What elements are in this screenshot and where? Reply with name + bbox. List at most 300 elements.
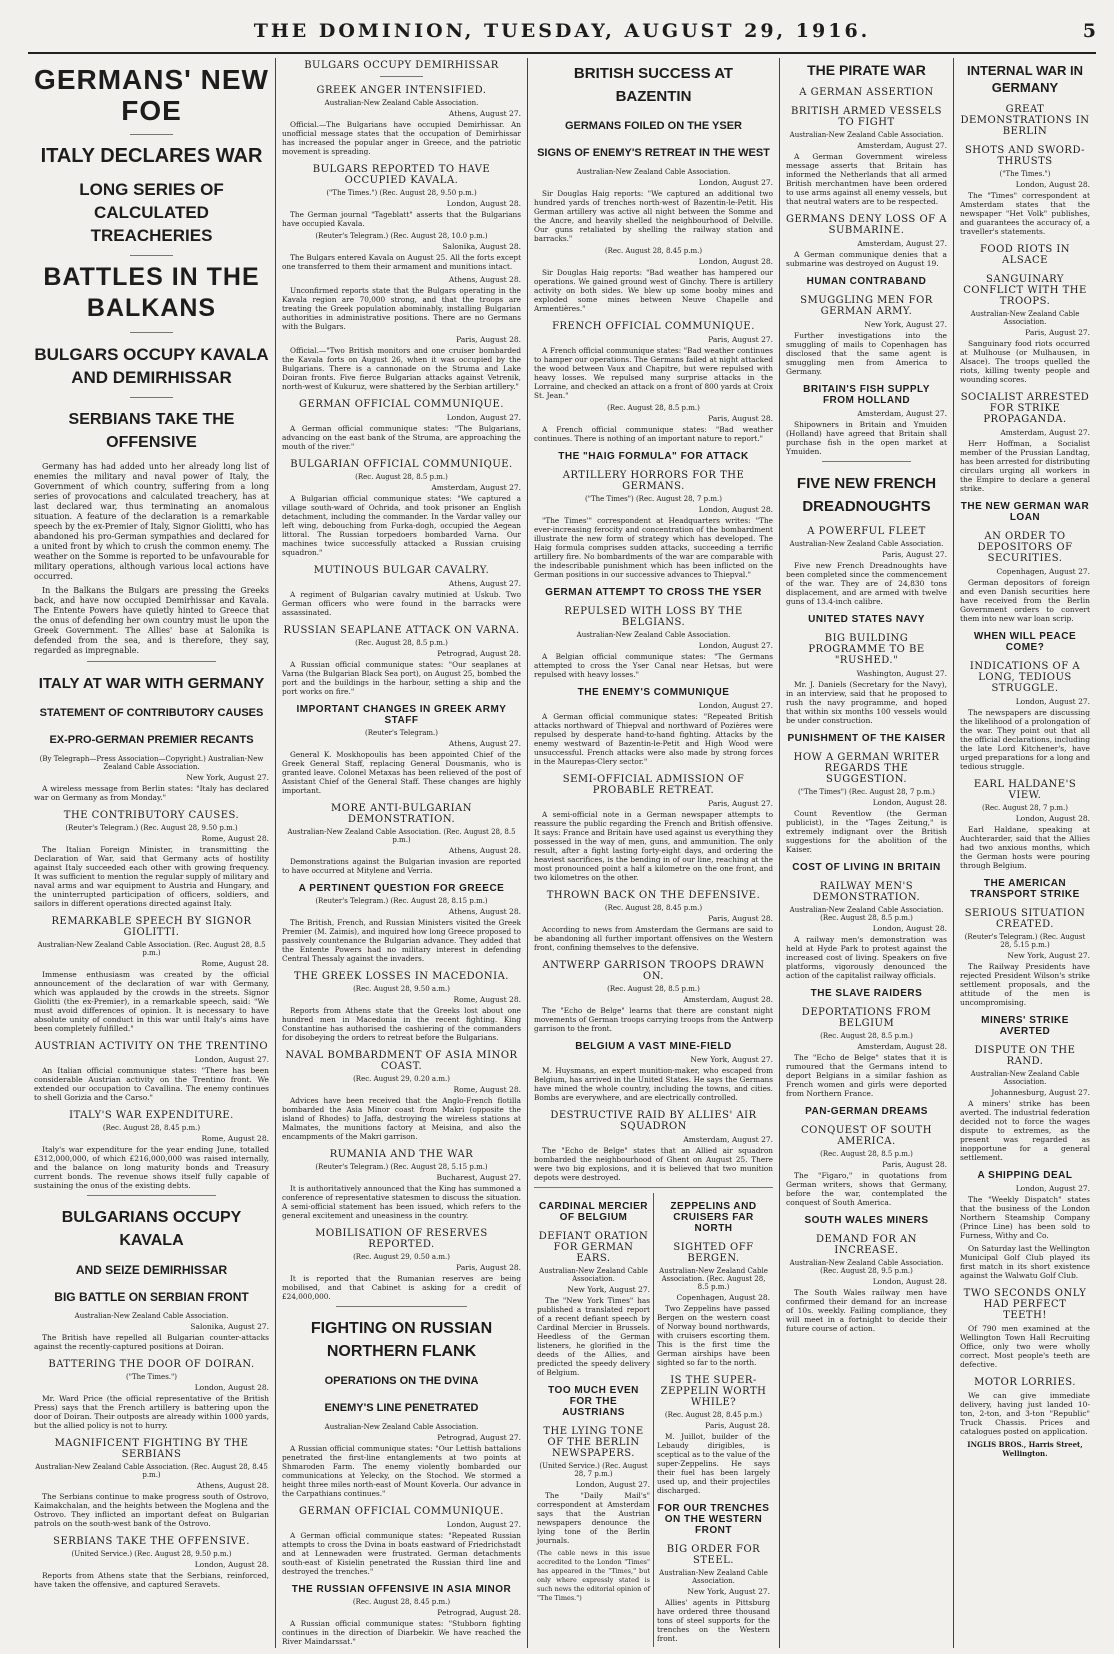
section-heading: BULGARIAN OFFICIAL COMMUNIQUE. xyxy=(290,459,513,470)
article-text: The "Echo de Belge" states that an Allied air squadron bombarded the neighbourhood of Ghent on August 25. There were two big explosions, and it is believed that two munition depots were destroyed. xyxy=(534,1146,773,1182)
dateline: Athens, August 28. xyxy=(448,846,521,855)
dateline: Athens, August 28. xyxy=(196,1481,269,1490)
section-heading: MINERS' STRIKE AVERTED xyxy=(981,1015,1069,1037)
dateline: London, August 27. xyxy=(446,413,521,422)
source-line: (Rec. August 28, 8.45 p.m.) xyxy=(604,247,703,255)
section-heading: ITALY'S WAR EXPENDITURE. xyxy=(69,1110,234,1121)
headline: BULGARS OCCUPY KAVALA AND DEMIRHISSAR xyxy=(34,345,269,387)
dateline: London, August 27. xyxy=(1015,1184,1090,1193)
section-heading: AUSTRIAN ACTIVITY ON THE TRENTINO xyxy=(34,1041,269,1052)
headline: FIVE NEW FRENCH DREADNOUGHTS xyxy=(796,475,937,515)
dateline: London, August 28. xyxy=(194,1560,269,1569)
article-text: The "Echo de Belge" states that it is rumoured that the Germans intend to deport Belgians in a similar fashion as French women and girls were deported from Northern France. xyxy=(786,1053,947,1098)
section-heading: BIG BUILDING PROGRAMME TO BE "RUSHED." xyxy=(808,633,925,666)
source-line: Australian-New Zealand Cable Association. (Rec. August 28, 8.45 p.m.) xyxy=(35,1463,268,1479)
dateline: Bucharest, August 27. xyxy=(436,1173,521,1182)
section-heading: DEPORTATIONS FROM BELGIUM xyxy=(801,1007,932,1029)
section-heading: BULGARS REPORTED TO HAVE OCCUPIED KAVALA. xyxy=(312,164,491,186)
dateline: Amsterdam, August 27. xyxy=(857,141,947,150)
article-text: A semi-official note in a German newspaper attempts to reassure the public regarding the French and British offensive. It says: France and Britain have used against us everything they possessed in the way of men, guns, and ammunition. The only result, after a fight lasting forty-eight days, and ordering the heaviest sacrifices, is the bending in of our line, reaching at the most pronounced point a half a kilometre on the one front, and two kilometres on the other. xyxy=(534,810,773,882)
dateline: London, August 28. xyxy=(872,798,947,807)
section-heading: IS THE SUPER-ZEPPELIN WORTH WHILE? xyxy=(660,1375,767,1408)
section-heading: FOR OUR TRENCHES ON THE WESTERN FRONT xyxy=(657,1503,770,1536)
article-text: The "Figaro," in quotations from German writers, shows that Germany, before the war, contemplated the conquest of South America. xyxy=(786,1171,947,1207)
dateline: Washington, August 27. xyxy=(856,669,947,678)
section-heading: RUSSIAN SEAPLANE ATTACK ON VARNA. xyxy=(283,625,520,636)
headline: GERMANS' NEW FOE xyxy=(34,64,269,126)
source-line: Australian-New Zealand Cable Association. xyxy=(789,540,944,548)
divider xyxy=(822,461,911,462)
source-line: Australian-New Zealand Cable Association. xyxy=(659,1569,768,1585)
subheadline: BIG BATTLE ON SERBIAN FRONT xyxy=(54,1290,249,1304)
article-text: A German official communique states: "Repeated Russian attempts to cross the Dvina in boats eastward of Friedrichstadt and at Lennewaden were frustrated. German detachments south-east of Kisielin penetrated the Russian third line and destroyed the trenches." xyxy=(282,1531,521,1576)
section-heading: ARTILLERY HORRORS FOR THE GERMANS. xyxy=(562,470,745,492)
article-text: Mr. J. Daniels (Secretary for the Navy), in an interview, said that he proposed to rush the navy programme, and hoped that within six months 100 vessels would be under construction. xyxy=(786,680,947,725)
section-heading: BIG ORDER FOR STEEL. xyxy=(666,1544,761,1566)
source-line: Australian-New Zealand Cable Association. (Rec. August 28, 8.5 p.m.) xyxy=(287,828,516,844)
article-text: The German journal "Tageblatt" asserts that the Bulgarians have occupied Kavala. xyxy=(282,210,521,228)
source-line: Australian-New Zealand Cable Association. xyxy=(576,168,731,176)
article-text: A German Government wireless message asserts that Britain has informed the Netherlands that all armed British merchantmen have been ordered to use arms against all enemy vessels, but that neutral waters are to be respected. xyxy=(786,152,947,206)
article-text: The British have repelled all Bulgarian counter-attacks against the recently-captured positions at Doiran. xyxy=(34,1333,269,1351)
article-text: Herr Hoffman, a Socialist member of the Prussian Landtag, has been arrested for distributing circulars urging all workers in the Empire to declare a general strike. xyxy=(960,439,1090,493)
dateline: London, August 27. xyxy=(1015,697,1090,706)
headline: BRITISH SUCCESS AT BAZENTIN xyxy=(573,65,734,105)
section-heading: SANGUINARY CONFLICT WITH THE TROOPS. xyxy=(963,274,1087,307)
source-line: Australian-New Zealand Cable Association. (Rec. August 28, 8.5 p.m.) xyxy=(37,941,266,957)
divider xyxy=(130,397,172,398)
section-heading: GERMAN OFFICIAL COMMUNIQUE. xyxy=(299,1506,504,1517)
source-line: (Rec. August 28, 8.5 p.m.) xyxy=(820,1032,913,1040)
source-line: Australian-New Zealand Cable Association. xyxy=(970,1070,1080,1086)
dateline: Paris, August 28. xyxy=(456,1263,521,1272)
dateline: Paris, August 27. xyxy=(882,550,947,559)
article-text: A Russian official communique states: "Our Lettish battalions penetrated the first-line entanglements at two points at Shmaroden Farm. The enemy violently bombarded our communications at Yelecky, on the Stochod. We stormed a height three miles north-east of Mount Koverla. Our advance in the Carpathians continues." xyxy=(282,1444,521,1498)
article-text: An Italian official communique states: "There has been considerable Austrian activity on the Trentino front. We extended our occupation to Cavallina. The enemy continues to shell Gorizia and the Carso." xyxy=(34,1066,269,1102)
article-text: In the Balkans the Bulgars are pressing the Greeks back, and have now occupied Demirhissar and Kavala. The Entente Powers have quietly hinted to Greece that the onus of defending her own country must lie upon the Greek Government. The Allies' base at Salonika is defended from the sea, and is therefore, they say, regarded as impregnable. xyxy=(34,586,269,655)
article-text: Five new French Dreadnoughts have been completed since the commencement of the war. They are of 24,830 tons displacement, and are armed with twelve guns of 13.4-inch calibre. xyxy=(786,561,947,606)
section-heading: A GERMAN ASSERTION xyxy=(799,87,934,98)
section-heading: MORE ANTI-BULGARIAN DEMONSTRATION. xyxy=(331,803,472,825)
article-text: Reports from Athens state that the Serbians, reinforced, have taken the offensive, and captured Seravets. xyxy=(34,1571,269,1589)
column-3 xyxy=(528,58,780,1648)
article-text: Two Zeppelins have passed Bergen on the western coast of Norway bound northwards, with cruisers escorting them. This is the first time the German airships have been sighted so far to the north. xyxy=(657,1304,770,1367)
dateline: Amsterdam, August 27. xyxy=(683,1135,773,1144)
source-line: (United Service.) (Rec. August 28, 7 p.m.) xyxy=(539,1462,648,1478)
subheadline: EX-PRO-GERMAN PREMIER RECANTS xyxy=(49,734,254,746)
dateline: Rome, August 28. xyxy=(201,834,269,843)
article-text: The South Wales railway men have confirmed their demand for an increase of 10s. weekly. Failing compliance, they will meet in a fortnight to decide their future course of action. xyxy=(786,1288,947,1333)
article-text: According to news from Amsterdam the Germans are said to be abandoning all further important offensives on the Western front, confining themselves to the defensive. xyxy=(534,925,773,952)
section-heading: AN ORDER TO DEPOSITORS OF SECURITIES. xyxy=(977,531,1073,564)
section-heading: DESTRUCTIVE RAID BY ALLIES' AIR SQUADRON xyxy=(550,1110,757,1132)
article-text: Unconfirmed reports state that the Bulgars operating in the Kavala region are 70,000 strong, and that the troops are treating the Greek population abominably, installing Bulgarian authorities in administrative positions. There are no Germans with the Bulgars. xyxy=(282,286,521,331)
divider xyxy=(87,661,216,662)
page-number: 5 xyxy=(1082,20,1096,42)
dateline: Athens, August 28. xyxy=(448,275,521,284)
dateline: Rome, August 28. xyxy=(453,995,521,1004)
dateline: Amsterdam, August 27. xyxy=(857,239,947,248)
article-text: General K. Moskhopoulis has been appointed Chief of the Greek General Staff, replacing General Dousmanis, who is granted leave. Colonel Metaxas has been relieved of the post of Assistant Chief of the General Staff. These changes are highly important. xyxy=(282,750,521,795)
dateline: Amsterdam, August 27. xyxy=(431,483,521,492)
editorial-note: (The cable news in this issue accredited to the London "Times" has appeared in the "Times," but only where expressly stated is such news the editorial opinion of "The Times.") xyxy=(537,1549,650,1602)
article-text: The British, French, and Russian Ministers visited the Greek Premier (M. Zaimis), and inquired how long Greece proposed to passively countenance the Bulgarian advance. They added that the Entente Powers had no military interest in defending Central Thessaly against the invaders. xyxy=(282,918,521,963)
source-line: (Reuter's Telegram.) (Rec. August 28, 10.0 p.m.) xyxy=(315,232,488,240)
section-heading: MOBILISATION OF RESERVES REPORTED. xyxy=(315,1228,488,1250)
article-text: A German official communique states: "Repeated British attacks northward of Thiepval and northward of Pozières were repulsed by desperate hand-to-hand fighting. Attacks by the enemy westward of Bazentin-le-Petit and High Wood were unsuccessful. French attacks were also made by strong forces in the Maurepas-Clery sector." xyxy=(534,712,773,766)
article-text: Of 790 men examined at the Wellington Town Hall Recruiting Office, only two were wholly correct. Most people's teeth are defective. xyxy=(960,1324,1090,1369)
source-line: (United Service.) (Rec. August 28, 9.50 p.m.) xyxy=(71,1550,232,1558)
section-heading: BULGARS OCCUPY DEMIRHISSAR xyxy=(304,60,499,71)
dateline: London, August 28. xyxy=(194,1383,269,1392)
column-4 xyxy=(780,58,954,1648)
dateline: Paris, August 28. xyxy=(708,414,773,423)
source-line: (Rec. August 28, 8.45 p.m.) xyxy=(102,1124,201,1132)
dateline: Rome, August 28. xyxy=(453,1085,521,1094)
headline: BULGARIANS OCCUPY KAVALA xyxy=(61,1209,242,1249)
column-2 xyxy=(276,58,528,1648)
article-text: Immense enthusiasm was created by the official announcement of the declaration of war with Germany, which was applauded by the crowds in the streets. Signor Giolitti (the ex-Premier), in a remarkable speech, said: "We must avoid differences of opinion. It is necessary to have absolute unity of conduct in this war until Italy's aims have been completely fulfilled." xyxy=(34,970,269,1033)
dateline: Amsterdam, August 28. xyxy=(683,995,773,1004)
headline: ITALY AT WAR WITH GERMANY xyxy=(38,675,265,692)
article-text: Mr. Ward Price (the official representative of the British Press) says that the French artillery is battering upon the door of Doiran. Their outposts are already within 1000 yards, but the allied policy is not to hurry. xyxy=(34,1394,269,1430)
section-heading: NAVAL BOMBARDMENT OF ASIA MINOR COAST. xyxy=(285,1050,518,1072)
newspaper-masthead-title: THE DOMINION, TUESDAY, AUGUST 29, 1916. xyxy=(253,20,871,42)
sub-columns xyxy=(534,1193,773,1647)
article-text: Earl Haldane, speaking at Auchterarder, said that the Allies had two anxious months, which the German hosts were pouring through Belgium. xyxy=(960,825,1090,870)
source-line: (Rec. August 28, 8.45 p.m.) xyxy=(352,1598,451,1606)
section-heading: GERMAN ATTEMPT TO CROSS THE YSER xyxy=(545,587,762,598)
section-heading: COST OF LIVING IN BRITAIN xyxy=(792,862,941,873)
section-heading: THE SLAVE RAIDERS xyxy=(810,988,923,999)
section-heading: EARL HALDANE'S VIEW. xyxy=(973,779,1077,801)
article-text: The "Daily Mail's" correspondent at Amsterdam says that the Austrian newspapers denounce the lying tone of the Berlin journals. xyxy=(537,1491,650,1545)
article-text: Germany has had added unto her already long list of enemies the military and naval power of Italy, the Government of which country, suffering from a long series of provocations and calculated treachery, has at last declared war, thus terminating an anomalous situation. A feature of the declaration is a remarkable speech by the ex-Premier of Italy, Signor Giolitti, who has abandoned his pro-German sympathies and declared for a united front by which to crush the common enemy. The weather on the Somme is reported to be unfavourable for military operations, although various local actions have occurred. xyxy=(34,462,269,581)
article-text: Sir Douglas Haig reports: "We captured an additional two hundred yards of trenches north-west of Bazentin-le-Petit. His German artillery was active all night between the Somme and the Ancre, and heavily shelled the neighbourhood of Delville. Our guns retaliated by shelling the railway station and barracks." xyxy=(534,189,773,243)
article-text: The "Weekly Dispatch" states that the business of the London Northern Steamship Company (Prince Line) has been sold to Furness, Withy and Co. xyxy=(960,1195,1090,1240)
article-text: The "Times" correspondent at Amsterdam states that the newspaper "Het Volk" publishes, and guarantees the accuracy of, a traveller's statements. xyxy=(960,191,1090,236)
source-line: (Rec. August 28, 8.45 p.m.) xyxy=(604,904,703,912)
source-line: (Reuter's Telegram.) (Rec. August 28, 5.15 p.m.) xyxy=(315,1163,488,1171)
section-heading: UNITED STATES NAVY xyxy=(808,614,925,625)
subheadline: OPERATIONS ON THE DVINA xyxy=(324,1375,479,1387)
source-line: (Rec. August 29, 0.20 a.m.) xyxy=(353,1075,450,1083)
divider xyxy=(534,1187,773,1188)
section-heading: GERMANS DENY LOSS OF A SUBMARINE. xyxy=(786,214,947,236)
subheadline: ENEMY'S LINE PENETRATED xyxy=(324,1402,479,1414)
section-heading: GREEK ANGER INTENSIFIED. xyxy=(316,85,487,96)
dateline: Amsterdam, August 28. xyxy=(857,1042,947,1051)
article-text: Count Reventlow (the German publicist), in the "Tages Zeitung," is extremely indignant over the British suggestions for the abolition of the Kaiser. xyxy=(786,809,947,854)
section-heading: THE CONTRIBUTORY CAUSES. xyxy=(63,810,240,821)
dateline: London, August 27. xyxy=(698,641,773,650)
article-text: M. Huysmans, an expert munition-maker, who escaped from Belgium, has arrived in the United States. He says the Germans have mined the whole country, including the towns, and cities. Bombs are everywhere, and are electrically controlled. xyxy=(534,1066,773,1102)
article-text: Shipowners in Britain and Ymuiden (Holland) have agreed that Britain shall purchase fish in the open market at Ymuiden. xyxy=(786,420,947,456)
section-heading: THE "HAIG FORMULA" FOR ATTACK xyxy=(558,451,749,462)
headline: LONG SERIES OF CALCULATED TREACHERIES xyxy=(79,180,224,245)
dateline: New York, August 27. xyxy=(690,1055,773,1064)
section-heading: DEFIANT ORATION FOR GERMAN EARS. xyxy=(538,1231,649,1264)
source-line: (Rec. August 29, 0.50 a.m.) xyxy=(353,1253,450,1261)
dateline: Rome, August 28. xyxy=(201,959,269,968)
article-text: The Bulgars entered Kavala on August 25. All the forts except one transferred to them their armament and munitions intact. xyxy=(282,253,521,271)
subheadline: STATEMENT OF CONTRIBUTORY CAUSES xyxy=(39,707,264,719)
dateline: Paris, August 28. xyxy=(456,335,521,344)
section-heading: THE ENEMY'S COMMUNIQUE xyxy=(577,687,730,698)
dateline: Rome, August 28. xyxy=(201,1134,269,1143)
section-heading: DEMAND FOR AN INCREASE. xyxy=(815,1234,918,1256)
section-heading: WHEN WILL PEACE COME? xyxy=(973,631,1077,653)
section-heading: A SHIPPING DEAL xyxy=(977,1170,1073,1181)
article-text: Advices have been received that the Anglo-French flotilla bombarded the Asia Minor coast from Makri (opposite the island of Rhodes) to Jaffa, destroying the wireless stations at Malmates, the munitions factory at Meisina, and also the encampments of the Makri garrison. xyxy=(282,1096,521,1141)
dateline: Athens, August 27. xyxy=(448,109,521,118)
subheadline: SIGNS OF ENEMY'S RETREAT IN THE WEST xyxy=(537,147,770,159)
headline: SERBIANS TAKE THE OFFENSIVE xyxy=(68,411,235,451)
divider xyxy=(130,255,172,256)
dateline: London, August 28. xyxy=(698,257,773,266)
section-heading: RUMANIA AND THE WAR xyxy=(329,1149,474,1160)
section-heading: MAGNIFICENT FIGHTING BY THE SERBIANS xyxy=(54,1438,249,1460)
article-text: A regiment of Bulgarian cavalry mutinied at Uskub. Two German officers who were found in the barracks were assassinated. xyxy=(282,590,521,617)
article-text: A French official communique states: "Bad weather continues to hamper our operations. The Germans failed at night attacked the wood between Vaux and Chapitre, but were repulsed with heavy losses. We repulsed many surprise attacks in the Lorraine, and checked an attack on a front of 800 yards at Croix St. Jean." xyxy=(534,346,773,400)
source-line: Australian-New Zealand Cable Association. xyxy=(324,1423,479,1431)
dateline: London, August 28. xyxy=(1015,814,1090,823)
source-line: (Rec. August 28, 9.50 a.m.) xyxy=(353,985,450,993)
section-heading: GERMAN OFFICIAL COMMUNIQUE. xyxy=(299,399,504,410)
sub-column-right xyxy=(654,1193,773,1647)
source-line: (Rec. August 28, 7 p.m.) xyxy=(981,804,1069,812)
article-text: Sanguinary food riots occurred at Mulhouse (or Mulhausen, in Alsace). The troops quelled the riots, killing twenty people and wounding scores. xyxy=(960,339,1090,384)
dateline: Paris, August 28. xyxy=(882,1160,947,1169)
headline: INTERNAL WAR IN GERMANY xyxy=(966,63,1084,95)
section-heading: ZEPPELINS AND CRUISERS FAR NORTH xyxy=(670,1201,757,1234)
article-text: A Russian official communique states: "Stubborn fighting continues in the direction of Diarbekir. We have reached the River Maindarssat." xyxy=(282,1619,521,1646)
dateline: Copenhagen, August 28. xyxy=(676,1293,770,1302)
section-heading: RAILWAY MEN'S DEMONSTRATION. xyxy=(812,881,921,903)
source-line: (Reuter's Telegram.) (Rec. August 28, 5.15 p.m.) xyxy=(964,933,1086,949)
dateline: Paris, August 28. xyxy=(708,914,773,923)
divider xyxy=(130,332,172,333)
dateline: New York, August 27. xyxy=(864,320,947,329)
dateline: Petrograd, August 28. xyxy=(437,649,521,658)
article-text: "The Times'" correspondent at Headquarters writes: "The ever-increasing ferocity and concentration of the bombardment illustrate the new form of strategy which has developed. The Haig formula comprises sudden attacks, succeeding a terrific artillery fire. No bombardments of the war are comparable with the indescribable punishment which has been inflicted on the German positions in our successive advances to Thiepval." xyxy=(534,516,773,579)
section-heading: PAN-GERMAN DREAMS xyxy=(805,1106,928,1117)
dateline: Petrograd, August 28. xyxy=(437,1608,521,1617)
section-heading: A POWERFUL FLEET xyxy=(807,526,926,537)
column-1 xyxy=(28,58,276,1648)
dateline: Salonika, August 28. xyxy=(442,242,521,251)
section-heading: PUNISHMENT OF THE KAISER xyxy=(787,733,946,744)
section-heading: SHOTS AND SWORD-THRUSTS xyxy=(964,145,1086,167)
section-heading: HOW A GERMAN WRITER REGARDS THE SUGGESTION. xyxy=(793,752,940,785)
source-line: (Reuter's Telegram.) xyxy=(365,729,438,737)
advertisement-text: We can give immediate delivery, having just landed 10-ton, 2-ton, and 3-ton "Republic" Truck Chassis. Prices and catalogues posted on application. xyxy=(960,1391,1090,1436)
section-heading: CONQUEST OF SOUTH AMERICA. xyxy=(801,1125,932,1147)
dateline: London, August 28. xyxy=(872,924,947,933)
section-heading: SERIOUS SITUATION CREATED. xyxy=(964,908,1086,930)
section-heading: IMPORTANT CHANGES IN GREEK ARMY STAFF xyxy=(296,704,507,726)
section-heading: SEMI-OFFICIAL ADMISSION OF PROBABLE RETREAT. xyxy=(562,774,745,796)
advertiser-name: INGLIS BROS., Harris Street, Wellington. xyxy=(967,1440,1083,1458)
article-text: A German official communique states: "The Bulgarians, advancing on the east bank of the Struma, are approaching the mouth of the river." xyxy=(282,424,521,451)
source-line: Australian-New Zealand Cable Association. (Rec. August 28, 8.5 p.m.) xyxy=(659,1267,768,1291)
article-text: It is authoritatively announced that the King has summoned a conference of representative statesmen to discuss the situation. A semi-official statement has been issued, which refers to the general excitement and uneasiness in the country. xyxy=(282,1184,521,1220)
article-text: The newspapers are discussing the likelihood of a prolongation of the war. They point out that all the official declarations, including the late Lord Kitchener's, have urged preparations for a long and tedious struggle. xyxy=(960,708,1090,771)
article-text: The Railway Presidents have rejected President Wilson's strike settlement proposals, and the attitude of the men is uncompromising. xyxy=(960,962,1090,1007)
section-heading: THE GREEK LOSSES IN MACEDONIA. xyxy=(294,971,509,982)
section-heading: REPULSED WITH LOSS BY THE BELGIANS. xyxy=(564,606,743,628)
dateline: Salonika, August 27. xyxy=(190,1322,269,1331)
article-text: The Italian Foreign Minister, in transmitting the Declaration of War, said that Germany acts of hostility against Italy succeeded each other with growing frequency. It was sufficient to mention the regular supply of military and naval arms and war equipment to Austria and Hungary, and the uninterrupted participation of officers, soldiers, and sailors in different operations directed against Italy. xyxy=(34,845,269,908)
section-heading: DISPUTE ON THE RAND. xyxy=(974,1045,1076,1067)
source-line: Australian-New Zealand Cable Association. (Rec. August 28, 9.5 p.m.) xyxy=(789,1259,944,1275)
section-heading: MUTINOUS BULGAR CAVALRY. xyxy=(313,565,490,576)
dateline: London, August 28. xyxy=(872,1277,947,1286)
source-line: Australian-New Zealand Cable Association. xyxy=(539,1267,648,1283)
source-line: (Rec. August 28, 8.5 p.m.) xyxy=(607,985,700,993)
source-line: (Reuter's Telegram.) (Rec. August 28, 9.50 p.m.) xyxy=(65,824,238,832)
dateline: New York, August 27. xyxy=(1007,951,1090,960)
section-heading: THE RUSSIAN OFFENSIVE IN ASIA MINOR xyxy=(291,1584,512,1595)
section-heading: THROWN BACK ON THE DEFENSIVE. xyxy=(546,890,761,901)
source-line: Australian-New Zealand Cable Association. xyxy=(789,131,944,139)
dateline: Copenhagen, August 27. xyxy=(996,567,1090,576)
article-text: A Bulgarian official communique states: "We captured a village south-ward of Ochrida, and took prisoner an English detachment, including the commander. In the Vardar valley our left wing, debouching from Furka-dogh, occupied the Aegean littoral. The Russian torpedoers bombarded Varna. Our machines twice successfully attacked a Russian cruising squadron." xyxy=(282,494,521,557)
dateline: Athens, August 27. xyxy=(448,579,521,588)
section-heading: CARDINAL MERCIER OF BELGIUM xyxy=(539,1201,648,1223)
source-line: (By Telegraph—Press Association—Copyright.) Australian-New Zealand Cable Association. xyxy=(39,755,264,771)
article-text: A Russian official communique states: "Our seaplanes at Varna (the Bulgarian Black Sea port), on August 25, bombed the port and the buildings in the harbour, setting a ship and the port works on fire." xyxy=(282,660,521,696)
sub-column-left xyxy=(534,1193,654,1647)
dateline: Paris, August 27. xyxy=(708,335,773,344)
section-heading: TOO MUCH EVEN FOR THE AUSTRIANS xyxy=(548,1385,639,1418)
dateline: London, August 27. xyxy=(446,1520,521,1529)
article-text: The "Echo de Belge" learns that there are constant night movements of German troops carrying troops from the Antwerp garrison to the front. xyxy=(534,1006,773,1033)
article-text: Sir Douglas Haig reports: "Bad weather has hampered our operations. We gained ground west of Ginchy. There is artillery activity on both sides. We blew up some booby mines and exploded some mines between Neuve Chapelle and Armentières." xyxy=(534,268,773,313)
source-line: (Rec. August 28, 8.45 p.m.) xyxy=(664,1411,763,1419)
source-line: (Rec. August 28, 8.5 p.m.) xyxy=(355,639,448,647)
article-text: Italy's war expenditure for the year ending June, totalled £312,000,000, of which £216,000,000 was raised internally, and the balance on long maturity bonds and Treasury current bonds. The revenue shows itself fully capable of sustaining the onus of the existing debts. xyxy=(34,1145,269,1190)
article-text: Further investigations into the smuggling of mails to Copenhagen has disclosed that the same agent is smuggling men from America to Germany. xyxy=(786,331,947,376)
section-heading: SOCIALIST ARRESTED FOR STRIKE PROPAGANDA. xyxy=(960,392,1090,425)
section-heading: FOOD RIOTS IN ALSACE xyxy=(979,244,1071,266)
section-heading: A PERTINENT QUESTION FOR GREECE xyxy=(298,883,505,894)
dateline: Paris, August 28. xyxy=(705,1421,770,1430)
section-heading: THE LYING TONE OF THE BERLIN NEWSPAPERS. xyxy=(543,1426,644,1459)
section-heading: BRITAIN'S FISH SUPPLY FROM HOLLAND xyxy=(803,384,930,406)
article-text: It is reported that the Rumanian reserves are being mobilised, and that Cabinet is asking for a credit of £24,000,000. xyxy=(282,1274,521,1301)
dateline: Petrograd, August 27. xyxy=(437,1433,521,1442)
article-text: Official.—The Bulgarians have occupied Demirhissar. An unofficial message states that the occupation of Demirhissar has increased the popular anger in Greece, and the patriotic movement is spreading. xyxy=(282,120,521,156)
dateline: London, August 27. xyxy=(194,1055,269,1064)
dateline: Amsterdam, August 27. xyxy=(1000,428,1090,437)
article-text: A Belgian official communique states: "The Germans attempted to cross the Yser Canal near Hetsas, but were repulsed with heavy losses." xyxy=(534,652,773,679)
subheadline: GERMANS FOILED ON THE YSER xyxy=(564,120,743,132)
divider xyxy=(130,134,172,135)
article-text: M. Juillot, builder of the Lebaudy dirigibles, is sceptical as to the value of the super-Zeppelins. He says their fuel has been largely used up, and their projectiles discharged. xyxy=(657,1432,771,1495)
source-line: (Rec. August 28, 8.5 p.m.) xyxy=(355,473,448,481)
section-heading: BRITISH ARMED VESSELS TO FIGHT xyxy=(790,106,943,128)
source-line: Australian-New Zealand Cable Association. (Rec. August 28, 8.5 p.m.) xyxy=(789,906,944,922)
article-text: Allies' agents in Pittsburg have ordered three thousand tons of steel supports for the trenches on the Western front. xyxy=(657,1598,770,1643)
article-text: Demonstrations against the Bulgarian invasion are reported to have occurred at Mitylene and Verria. xyxy=(282,857,521,875)
dateline: New York, August 27. xyxy=(567,1285,650,1294)
dateline: London, August 27. xyxy=(698,178,773,187)
article-text: Official.—"Two British monitors and one cruiser bombarded the Kavala forts on August 26, when it was occupied by the Bulgarians. There is a cannonade on the Struma and Lake Doiran fronts. Five fierce Bulgarian attacks against Vetrenik, north-west of Kukuruz, were shattered by the Serbian artillery." xyxy=(282,346,521,391)
article-text: The Serbians continue to make progress south of Ostrovo, Kaimakchalan, and the heights between the Moglena and the Ostrovo. They inflicted an important defeat on Bulgarian patrols on the south-west bank of the Ostrovo. xyxy=(34,1492,269,1528)
headline: THE PIRATE WAR xyxy=(807,62,926,78)
section-heading: THE NEW GERMAN WAR LOAN xyxy=(960,501,1090,523)
source-line: Australian-New Zealand Cable Association. xyxy=(74,1312,229,1320)
dateline: Athens, August 27. xyxy=(448,739,521,748)
dateline: London, August 28. xyxy=(698,505,773,514)
source-line: Australian-New Zealand Cable Association. xyxy=(576,631,731,639)
section-heading: REMARKABLE SPEECH BY SIGNOR GIOLITTI. xyxy=(51,916,252,938)
dateline: Amsterdam, August 27. xyxy=(857,409,947,418)
article-text: Reports from Athens state that the Greeks lost about one hundred men in Macedonia in the recent fighting. King Constantine has authorised the cashiering of the commanders for disobeying the orders to retreat before the Bulgarians. xyxy=(282,1006,521,1042)
article-text: A wireless message from Berlin states: "Italy has declared war on Germany as from Monday." xyxy=(34,784,269,802)
source-line: (Rec. August 28, 8.5 p.m.) xyxy=(607,404,700,412)
dateline: London, August 27. xyxy=(698,701,773,710)
source-line: ("The Times") (Rec. August 28, 7 p.m.) xyxy=(798,788,935,796)
dateline: London, August 27. xyxy=(575,1480,650,1489)
section-heading: MOTOR LORRIES. xyxy=(974,1377,1076,1388)
source-line: ("The Times.") xyxy=(999,170,1051,178)
section-heading: SMUGGLING MEN FOR GERMAN ARMY. xyxy=(800,295,933,317)
section-heading: THE AMERICAN TRANSPORT STRIKE xyxy=(970,878,1080,900)
dateline: London, August 28. xyxy=(446,199,521,208)
dateline: New York, August 27. xyxy=(186,773,269,782)
section-heading: ANTWERP GARRISON TROOPS DRAWN ON. xyxy=(542,960,765,982)
source-line: ("The Times.") (Rec. August 28, 9.50 p.m.) xyxy=(326,189,477,197)
dateline: London, August 28. xyxy=(1015,180,1090,189)
article-text: A miners' strike has been averted. The industrial federation decided not to force the wages dispute to extremes, as the present was regarded as inopportune for a general settlement. xyxy=(960,1099,1090,1162)
section-heading: SERBIANS TAKE THE OFFENSIVE. xyxy=(53,1536,250,1547)
source-line: Australian-New Zealand Cable Association. xyxy=(970,310,1080,326)
article-text: German depositors of foreign and even Danish securities here have received from the Berlin Government orders to convert them into new war loan scrip. xyxy=(960,578,1090,623)
dateline: Paris, August 27. xyxy=(1025,328,1090,337)
section-heading: BELGIUM A VAST MINE-FIELD xyxy=(575,1041,732,1052)
divider xyxy=(380,76,423,77)
headline: FIGHTING ON RUSSIAN NORTHERN FLANK xyxy=(310,1320,493,1360)
dateline: Johannesburg, August 27. xyxy=(991,1088,1090,1097)
section-heading: SOUTH WALES MINERS xyxy=(804,1215,929,1226)
divider xyxy=(87,1195,216,1196)
article-text: The "New York Times" has published a translated report of a recent defiant speech by Cardinal Mercier in Brussels. Heedless of the German listeners, he glorified in the deeds of the Allies, and predicted the speedy delivery of Belgium. xyxy=(537,1296,650,1377)
section-heading: FRENCH OFFICIAL COMMUNIQUE. xyxy=(552,321,755,332)
headline: ITALY DECLARES WAR xyxy=(40,145,263,167)
article-text: On Saturday last the Wellington Municipal Golf Club played its first match in its short existence against the Walwatu Golf Club. xyxy=(960,1244,1090,1280)
article-text: A German communique denies that a submarine was destroyed on August 19. xyxy=(786,250,947,268)
divider xyxy=(336,1306,467,1307)
masthead xyxy=(28,18,1096,54)
section-heading: INDICATIONS OF A LONG, TEDIOUS STRUGGLE. xyxy=(969,661,1081,694)
source-line: (Reuter's Telegram.) (Rec. August 28, 8.15 p.m.) xyxy=(315,897,488,905)
dateline: Athens, August 28. xyxy=(448,907,521,916)
section-heading: HUMAN CONTRABAND xyxy=(806,276,927,287)
section-heading: BATTERING THE DOOR OF DOIRAN. xyxy=(48,1359,255,1370)
section-heading: GREAT DEMONSTRATIONS IN BERLIN xyxy=(960,104,1090,137)
dateline: New York, August 27. xyxy=(687,1587,770,1596)
article-text: A railway men's demonstration was held at Hyde Park to protest against the increased cost of living. Speakers on five platforms, vigorously denounced the action of the capitalist railway officials. xyxy=(786,935,947,980)
headline: BATTLES IN THE BALKANS xyxy=(43,263,260,322)
article-text: A French official communique states: "Bad weather continues. There is nothing of an important nature to report." xyxy=(534,425,773,443)
dateline: Paris, August 27. xyxy=(708,799,773,808)
source-line: ("The Times.") xyxy=(126,1373,177,1381)
section-heading: TWO SECONDS ONLY HAD PERFECT TEETH! xyxy=(963,1288,1087,1321)
subheadline: AND SEIZE DEMIRHISSAR xyxy=(75,1263,228,1277)
section-heading: SIGHTED OFF BERGEN. xyxy=(673,1242,754,1264)
